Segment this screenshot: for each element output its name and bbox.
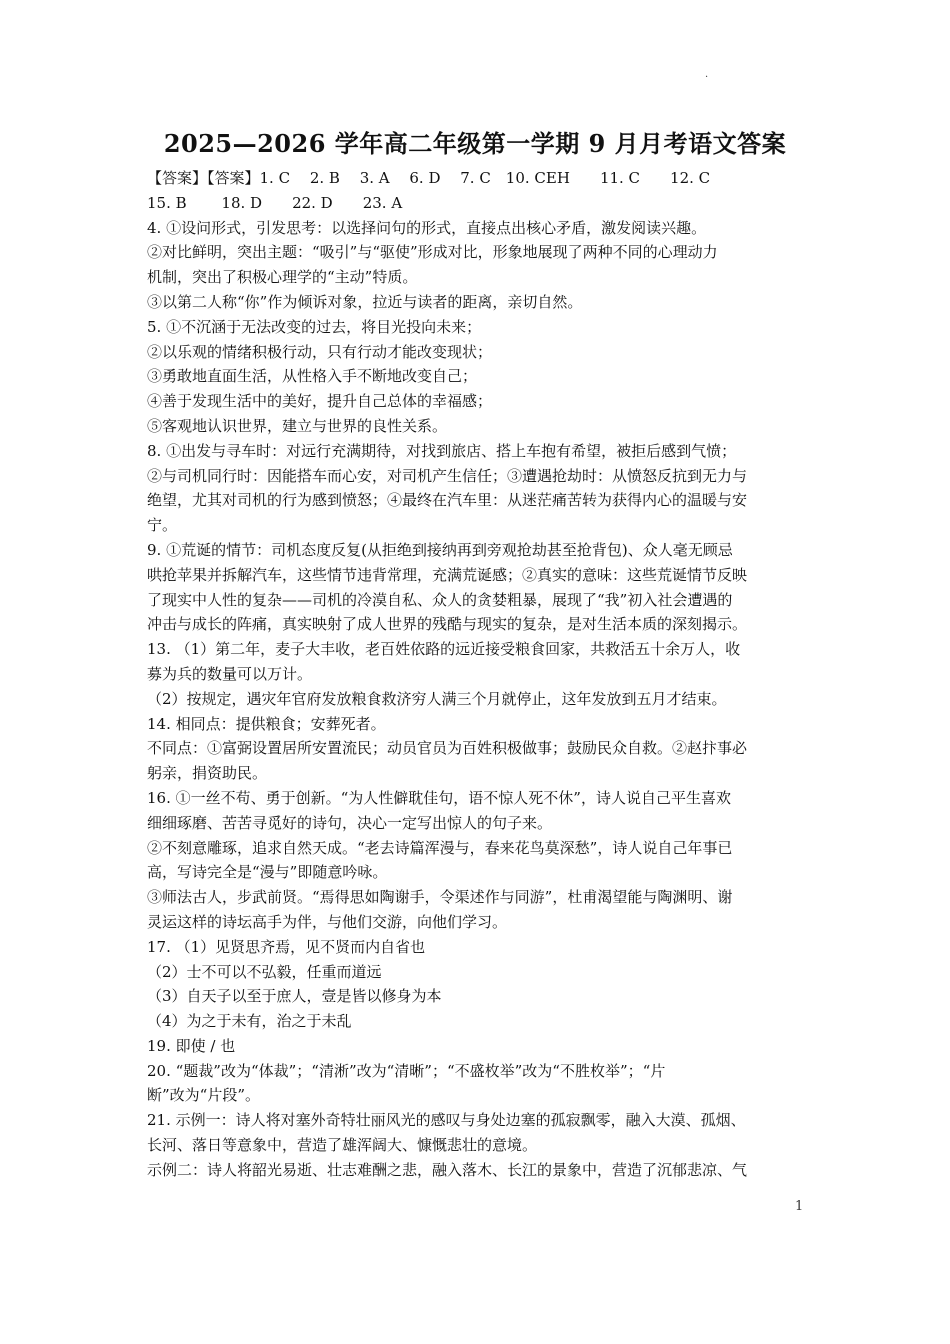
answer-line: 断”改为“片段”。	[147, 1086, 261, 1105]
answer-line: ③勇敢地直面生活，从性格入手不断地改变自己；	[147, 367, 478, 386]
answer-line: 21. 示例一：诗人将对塞外奇特壮丽风光的感叹与身处边塞的孤寂飘零，融入大漠、孤烟、	[147, 1111, 746, 1130]
answer-line: 长河、落日等意象中，营造了雄浑阔大、慷慨悲壮的意境。	[147, 1136, 538, 1155]
answer-line: ②不刻意雕琢，追求自然天成。“老去诗篇浑漫与，春来花鸟莫深愁”，诗人说自己年事已	[147, 838, 733, 857]
answer-line: ④善于发现生活中的美好，提升自己总体的幸福感；	[147, 392, 493, 411]
answer-line: 16. ①一丝不苟、勇于创新。“为人性僻耽佳句，语不惊人死不休”，诗人说自己平生喜欢	[147, 788, 731, 807]
answer-line: （3）自天子以至于庶人，壹是皆以修身为本	[147, 987, 442, 1006]
answer-line: ③以第二人称“你”作为倾诉对象，拉近与读者的距离，亲切自然。	[147, 292, 583, 311]
answer-line: 高，写诗完全是“漫与”即随意吟咏。	[147, 863, 388, 882]
answer-line: 19. 即使 / 也	[147, 1036, 236, 1055]
answer-line: 9. ①荒诞的情节：司机态度反复(从拒绝到接纳再到旁观抢劫甚至抢背包)、众人毫无顾忌	[147, 540, 733, 559]
answer-line: 机制，突出了积极心理学的“主动”特质。	[147, 268, 418, 287]
answer-line: ⑤客观地认识世界，建立与世界的良性关系。	[147, 416, 448, 435]
answer-line: ②对比鲜明，突出主题：“吸引”与“驱使”形成对比，形象地展现了两种不同的心理动力	[147, 243, 718, 262]
answer-line: 20. “题裁”改为“体裁”；“清淅”改为“清晰”；“不盛枚举”改为“不胜枚举”；“片	[147, 1061, 666, 1080]
page-number: 1	[795, 1199, 804, 1214]
answer-content	[147, 166, 817, 1183]
answer-line: 14. 相同点：提供粮食；安葬死者。	[147, 714, 386, 733]
answer-line: 宁。	[147, 516, 178, 535]
answer-line: 灵运这样的诗坛高手为伴，与他们交游，向他们学习。	[147, 912, 508, 931]
answer-line: 4. ①设问形式，引发思考：以选择问句的形式，直接点出核心矛盾，激发阅读兴趣。	[147, 218, 707, 237]
answer-line: 募为兵的数量可以万计。	[147, 664, 313, 683]
page-title: 2025—2026 学年高二年级第一学期 9 月月考语文答案	[163, 129, 787, 158]
answer-line: （2）按规定，遇灾年官府发放粮食救济穷人满三个月就停止，这年发放到五月才结束。	[147, 689, 727, 708]
answer-line: 8. ①出发与寻车时：对远行充满期待，对找到旅店、搭上车抱有希望，被拒后感到气愤；	[147, 441, 737, 460]
answer-line: 哄抢苹果并拆解汽车，这些情节违背常理，充满荒诞感；②真实的意味：这些荒诞情节反映	[147, 565, 748, 584]
answer-line: 15. B 18. D 22. D 23. A	[147, 193, 403, 212]
answer-line: （2）士不可以不弘毅，任重而道远	[147, 962, 382, 981]
answer-line: 5. ①不沉涵于无法改变的过去，将目光投向未来；	[147, 317, 482, 336]
answer-line: ③师法古人，步武前贤。“焉得思如陶谢手，令渠述作与同游”，杜甫渴望能与陶渊明、谢	[147, 888, 733, 907]
top-mark: ·	[705, 72, 709, 83]
answer-line: ②以乐观的情绪积极行动，只有行动才能改变现状；	[147, 342, 493, 361]
answer-line: （4）为之于未有，治之于未乱	[147, 1012, 352, 1031]
answer-line: 不同点：①富弼设置居所安置流民；动员官员为百姓积极做事；鼓励民众自救。②赵抃事必	[147, 739, 748, 758]
answer-line: 细细琢磨、苦苦寻觅好的诗句，决心一定写出惊人的句子来。	[147, 813, 553, 832]
answer-line: ②与司机同行时：因能搭车而心安，对司机产生信任；③遭遇抢劫时：从愤怒反抗到无力与	[147, 466, 748, 485]
answer-line: 【答案】【答案】1. C 2. B 3. A 6. D 7. C 10. CEH 11. C 12. C	[147, 169, 711, 187]
answer-line: 冲击与成长的阵痛，真实映射了成人世界的残酷与现实的复杂，是对生活本质的深刻揭示。	[147, 615, 748, 634]
answer-line: 了现实中人性的复杂——司机的冷漠自私、众人的贪婪粗暴，展现了“我”初入社会遭遇的	[147, 590, 733, 609]
answer-line: 示例二：诗人将韶光易逝、壮志难酬之悲，融入落木、长江的景象中，营造了沉郁悲凉、气	[147, 1160, 748, 1179]
answer-line: 17. （1）见贤思齐焉，见不贤而内自省也	[147, 937, 426, 956]
answer-line: 绝望，尤其对司机的行为感到愤怒；④最终在汽车里：从迷茫痛苦转为获得内心的温暖与安	[147, 491, 748, 510]
answer-line: 13. （1）第二年，麦子大丰收，老百姓依路的远近接受粮食回家，共救活五十余万人，收	[147, 640, 741, 659]
answer-line: 躬亲，捐资助民。	[147, 764, 268, 783]
